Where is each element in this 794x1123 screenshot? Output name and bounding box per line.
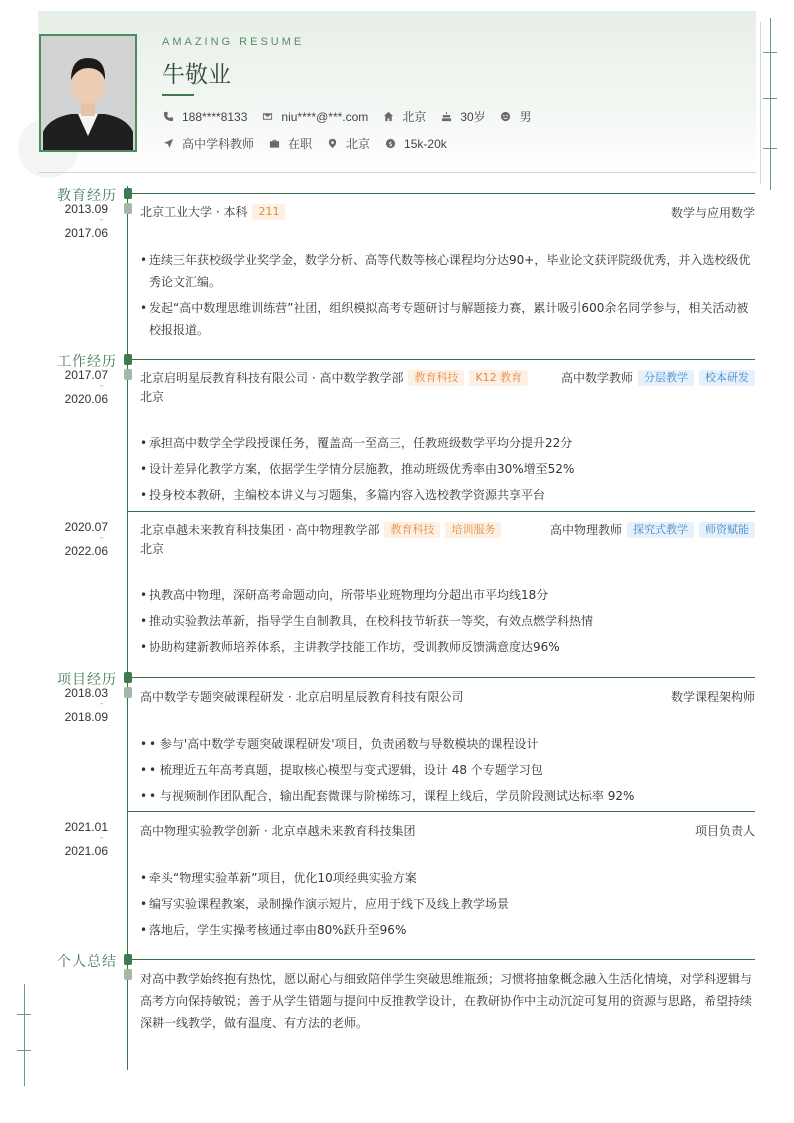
decorative-line xyxy=(770,18,771,190)
skill-tag: 探究式教学 xyxy=(627,522,694,538)
timeline-dot xyxy=(124,672,132,683)
timeline-dot xyxy=(124,954,132,965)
list-item: • 协助构建新教师培养体系，主讲教学技能工作坊，受训教师反馈满意度达96% xyxy=(140,636,755,658)
entry-divider xyxy=(127,511,755,512)
industry-tag: 教育科技 xyxy=(408,370,464,386)
work-city: 北京 xyxy=(140,542,165,556)
timeline-subdot xyxy=(124,369,132,380)
position-text: 高中学科教师 xyxy=(182,137,255,151)
mail-icon xyxy=(261,111,273,123)
briefcase-icon xyxy=(268,138,280,150)
header-divider xyxy=(38,172,756,173)
profile-photo xyxy=(39,34,137,152)
work-entry-head xyxy=(140,369,528,386)
company-name: 北京启明星辰教育科技有限公司 · 高中数学教学部 xyxy=(140,371,404,385)
salary-text: 15k-20k xyxy=(404,136,447,151)
gender-text: 男 xyxy=(519,110,532,124)
brand-text: AMAZING RESUME xyxy=(162,36,305,48)
send-icon xyxy=(162,138,174,150)
face-icon xyxy=(500,111,512,123)
project-role: 数学课程架构师 xyxy=(670,690,755,704)
timeline-dot xyxy=(124,354,132,365)
decorative-tick xyxy=(763,52,777,53)
email-item xyxy=(261,110,368,124)
list-item: • • 与视频制作团队配合，输出配套微课与阶梯练习，课程上线后，学员阶段测试达标率 92% xyxy=(140,785,755,807)
work-entry-head xyxy=(140,521,501,538)
residence-text: 北京 xyxy=(402,110,427,124)
salary-item xyxy=(384,137,447,151)
list-item: • 执教高中物理，深研高考命题动向，所带毕业班物理均分超出市平均线18分 xyxy=(140,584,755,606)
section-title-work: 工作经历 xyxy=(57,354,117,370)
residence-item xyxy=(382,108,426,125)
money-icon xyxy=(384,138,396,150)
skill-tag: 校本研发 xyxy=(699,370,755,386)
date-separator: - xyxy=(100,381,104,391)
date-separator: - xyxy=(100,699,104,709)
work-role xyxy=(561,369,755,386)
decorative-line xyxy=(760,22,761,184)
phone-icon xyxy=(162,111,174,123)
work-role xyxy=(550,521,755,538)
position-item xyxy=(162,135,254,152)
list-item: • 落地后，学生实操考核通过率由80%跃升至96% xyxy=(140,919,755,941)
job-title: 高中物理教师 xyxy=(549,523,622,537)
contact-info-row xyxy=(162,108,546,125)
section-divider xyxy=(127,359,755,360)
age-text: 30岁 xyxy=(460,110,486,124)
timeline-subdot xyxy=(124,203,132,214)
timeline-line xyxy=(127,186,128,1070)
date-separator: - xyxy=(100,533,104,543)
city-item xyxy=(326,135,370,152)
end-date: 2020.06 xyxy=(64,392,108,406)
name-underline xyxy=(162,94,194,96)
industry-tag: 培训服务 xyxy=(445,522,501,538)
end-date: 2018.09 xyxy=(64,710,108,724)
section-divider xyxy=(127,959,755,960)
phone-item xyxy=(162,110,247,124)
end-date: 2021.06 xyxy=(64,844,108,858)
skill-tag: 分层教学 xyxy=(638,370,694,386)
job-title: 高中数学教师 xyxy=(560,371,633,385)
skill-tag: 师资赋能 xyxy=(699,522,755,538)
industry-tag: 教育科技 xyxy=(384,522,440,538)
start-date: 2021.01 xyxy=(64,820,108,834)
end-date: 2017.06 xyxy=(64,226,108,240)
end-date: 2022.06 xyxy=(64,544,108,558)
project-role: 项目负责人 xyxy=(694,824,755,838)
decorative-tick xyxy=(763,98,777,99)
decorative-tick xyxy=(763,148,777,149)
project-name: 高中物理实验教学创新 · 北京卓越未来教育科技集团 xyxy=(140,824,416,838)
entry-divider xyxy=(127,811,755,812)
timeline-subdot xyxy=(124,687,132,698)
start-date: 2013.09 xyxy=(64,202,108,216)
list-item: • 设计差异化教学方案，依据学生学情分层施教，推动班级优秀率由30%增至52% xyxy=(140,458,755,480)
start-date: 2020.07 xyxy=(64,520,108,534)
section-title-summary: 个人总结 xyxy=(57,954,117,970)
major-text: 数学与应用数学 xyxy=(670,206,755,220)
list-item: • • 梳理近五年高考真题，提取核心模型与变式逻辑，设计 48 个专题学习包 xyxy=(140,759,755,781)
city-text: 北京 xyxy=(346,137,371,151)
svg-text:$: $ xyxy=(388,139,393,148)
project-name: 高中数学专题突破课程研发 · 北京启明星辰教育科技有限公司 xyxy=(140,690,464,704)
start-date: 2018.03 xyxy=(64,686,108,700)
list-item: • 连续三年获校级学业奖学金，数学分析、高等代数等核心课程均分达90+，毕业论文获评院级优秀，并入选校级优秀论文汇编。 xyxy=(140,249,755,293)
status-text: 在职 xyxy=(288,137,313,151)
work-city: 北京 xyxy=(140,390,165,404)
education-entry-head xyxy=(140,203,285,220)
school-name: 北京工业大学 · 本科 xyxy=(140,205,248,219)
candidate-name: 牛敬业 xyxy=(162,62,231,88)
start-date: 2017.07 xyxy=(64,368,108,382)
date-separator: - xyxy=(100,833,104,843)
summary-text: 对高中教学始终抱有热忱，愿以耐心与细致陪伴学生突破思维瓶颈；习惯将抽象概念融入生活化情境，对学科逻辑与高考方向保持敏锐；善于从学生错题与提问中反推教学设计，在教研协作中主动沉淀可复用的资源与思路，希望持续深耕一线教学，做有温度、有方法的老师。 xyxy=(140,972,753,1030)
home-icon xyxy=(382,111,394,123)
status-item xyxy=(268,135,312,152)
list-item: • 承担高中数学全学段授课任务，覆盖高一至高三，任教班级数学平均分提升22分 xyxy=(140,432,755,454)
job-intent-row xyxy=(162,135,461,152)
age-item xyxy=(440,108,485,125)
section-divider xyxy=(127,193,755,194)
school-tag: 211 xyxy=(252,204,285,220)
decorative-tick xyxy=(17,1050,31,1051)
gender-item xyxy=(500,108,532,125)
decorative-tick xyxy=(17,1014,31,1015)
location-pin-icon xyxy=(326,138,338,150)
company-name: 北京卓越未来教育科技集团 · 高中物理教学部 xyxy=(140,523,380,537)
timeline-subdot xyxy=(124,969,132,980)
section-title-education: 教育经历 xyxy=(57,188,117,204)
list-item: • 编写实验课程教案，录制操作演示短片，应用于线下及线上教学场景 xyxy=(140,893,755,915)
phone-number: 188****8133 xyxy=(182,109,248,124)
section-divider xyxy=(127,677,755,678)
industry-tag: K12 教育 xyxy=(469,370,528,386)
date-separator: - xyxy=(100,215,104,225)
list-item: • 投身校本教研，主编校本讲义与习题集，多篇内容入选校教学资源共享平台 xyxy=(140,484,755,506)
section-title-projects: 项目经历 xyxy=(57,672,117,688)
cake-icon xyxy=(440,111,452,123)
list-item: • 发起“高中数理思维训练营”社团，组织模拟高考专题研讨与解题接力赛，累计吸引600余名同学参与，相关活动被校报报道。 xyxy=(140,297,755,341)
timeline-dot xyxy=(124,188,132,199)
decorative-line xyxy=(24,984,25,1086)
list-item: • • 参与'高中数学专题突破课程研发'项目，负责函数与导数模块的课程设计 xyxy=(140,733,755,755)
list-item: • 推动实验教法革新，指导学生自制教具，在校科技节斩获一等奖，有效点燃学科热情 xyxy=(140,610,755,632)
email-address: niu****@***.com xyxy=(281,109,369,124)
list-item: • 牵头“物理实验革新”项目，优化10项经典实验方案 xyxy=(140,867,755,889)
